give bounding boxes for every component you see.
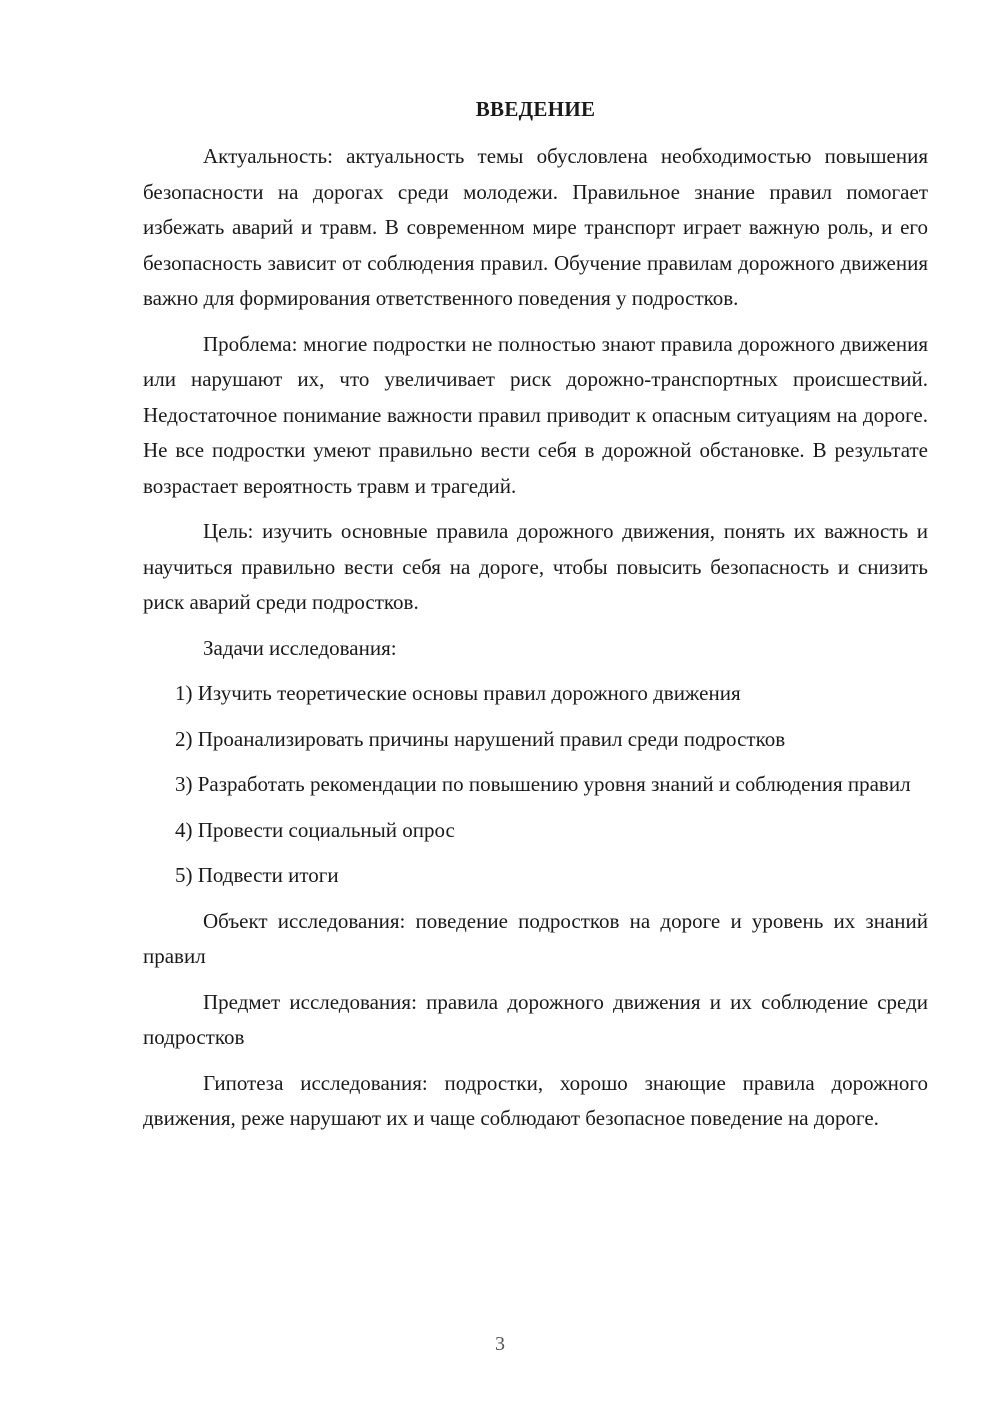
task-item: 5) Подвести итоги bbox=[175, 863, 339, 887]
tasks-heading: Задачи исследования: bbox=[203, 635, 397, 660]
tasks-list bbox=[143, 676, 928, 894]
task-item: 2) Проанализировать причины нарушений правил среди подростков bbox=[175, 726, 786, 751]
paragraph-object: Объект исследования: поведение подростков на дороге и уровень их знаний правил bbox=[143, 908, 928, 968]
paragraph-relevance: Актуальность: актуальность темы обусловлена необходимостью повышения безопасности на дорогах среди молодежи. Правильное знание правил помогает избежать аварий и травм. В современном мире транспорт играет важную роль, и его безопасность зависит от соблюдения правил. Обучение правилам дорожного движения важно для формирования ответственного поведения у подростков. bbox=[143, 144, 928, 310]
paragraph-hypothesis: Гипотеза исследования: подростки, хорошо знающие правила дорожного движения, реже нарушают их и чаще соблюдают безопасное поведение на дороге. bbox=[143, 1070, 928, 1130]
page-number: 3 bbox=[495, 1333, 505, 1355]
paragraph-goal: Цель: изучить основные правила дорожного движения, понять их важность и научиться правильно вести себя на дороге, чтобы повысить безопасность и снизить риск аварий среди подростков. bbox=[143, 519, 928, 614]
paragraph-subject: Предмет исследования: правила дорожного движения и их соблюдение среди подростков bbox=[143, 989, 928, 1049]
paragraph-problem: Проблема: многие подростки не полностью знают правила дорожного движения или нарушают их, что увеличивает риск дорожно-транспортных происшествий. Недостаточное понимание важности правил приводит к опасным ситуациям на дороге. Не все подростки умеют правильно вести себя в дорожной обстановке. В результате возрастает вероятность травм и трагедий. bbox=[143, 331, 928, 498]
document-page bbox=[143, 92, 928, 1147]
task-item: 4) Провести социальный опрос bbox=[175, 817, 455, 842]
task-item: 1) Изучить теоретические основы правил дорожного движения bbox=[175, 681, 741, 705]
task-item: 3) Разработать рекомендации по повышению уровня знаний и соблюдения правил bbox=[175, 772, 911, 796]
section-title: ВВЕДЕНИЕ bbox=[475, 97, 596, 121]
